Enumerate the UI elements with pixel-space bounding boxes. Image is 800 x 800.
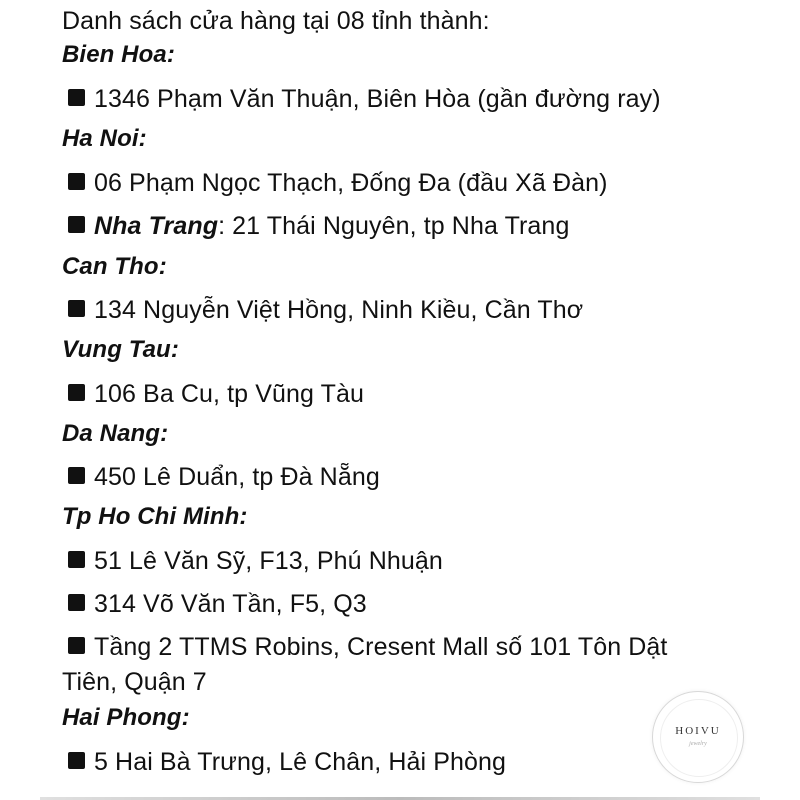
store-address: 134 Nguyễn Việt Hồng, Ninh Kiều, Cần Thơ: [94, 296, 584, 324]
store-address-continuation: Tiên, Quận 7: [62, 668, 207, 696]
city-heading-tp-ho-chi-minh: Tp Ho Chi Minh:: [62, 503, 248, 530]
store-entry: [62, 588, 367, 620]
store-address: Tầng 2 TTMS Robins, Cresent Mall số 101 Tôn Dật: [94, 633, 668, 661]
store-entry-nha-trang: Nha Trang: 21 Thái Nguyên, tp Nha Trang: [62, 210, 569, 242]
store-entry: [62, 167, 608, 199]
logo-ring: [660, 699, 738, 777]
square-bullet-icon: [68, 384, 85, 401]
store-address: 314 Võ Văn Tần, F5, Q3: [94, 590, 367, 618]
square-bullet-icon: [68, 300, 85, 317]
store-address: 5 Hai Bà Trưng, Lê Chân, Hải Phòng: [94, 748, 507, 776]
brand-logo: [652, 691, 744, 783]
square-bullet-icon: [68, 173, 85, 190]
store-entry: [62, 545, 443, 577]
store-address: 06 Phạm Ngọc Thạch, Đống Đa (đầu Xã Đàn): [94, 169, 608, 197]
square-bullet-icon: [68, 551, 85, 568]
store-entry: [62, 294, 583, 326]
square-bullet-icon: [68, 89, 85, 106]
store-address: 1346 Phạm Văn Thuận, Biên Hòa (gần đường ray): [94, 85, 661, 113]
store-address: 106 Ba Cu, tp Vũng Tàu: [94, 380, 364, 408]
city-heading-ha-noi: Ha Noi:: [62, 125, 147, 152]
store-entry: [62, 746, 506, 778]
logo-wordmark: HOIVU: [675, 725, 721, 737]
store-address: 21 Thái Nguyên, tp Nha Trang: [232, 212, 570, 240]
store-address: 51 Lê Văn Sỹ, F13, Phú Nhuận: [94, 547, 443, 575]
page-title: Danh sách cửa hàng tại 08 tỉnh thành:: [62, 7, 490, 35]
city-heading-can-tho: Can Tho:: [62, 253, 167, 280]
square-bullet-icon: [68, 467, 85, 484]
square-bullet-icon: [68, 216, 85, 233]
city-heading-vung-tau: Vung Tau:: [62, 336, 179, 363]
square-bullet-icon: [68, 752, 85, 769]
square-bullet-icon: [68, 594, 85, 611]
logo-tagline: jewelry: [689, 741, 707, 747]
store-entry: [62, 83, 661, 115]
inline-city-label: Nha Trang: [94, 212, 219, 240]
city-heading-hai-phong: Hai Phong:: [62, 704, 190, 731]
city-heading-bien-hoa: Bien Hoa:: [62, 41, 175, 68]
square-bullet-icon: [68, 637, 85, 654]
store-address: 450 Lê Duẩn, tp Đà Nẵng: [94, 463, 380, 491]
city-heading-da-nang: Da Nang:: [62, 420, 169, 447]
store-entry: [62, 461, 380, 493]
store-entry: [62, 378, 364, 410]
store-entry: [62, 631, 667, 663]
